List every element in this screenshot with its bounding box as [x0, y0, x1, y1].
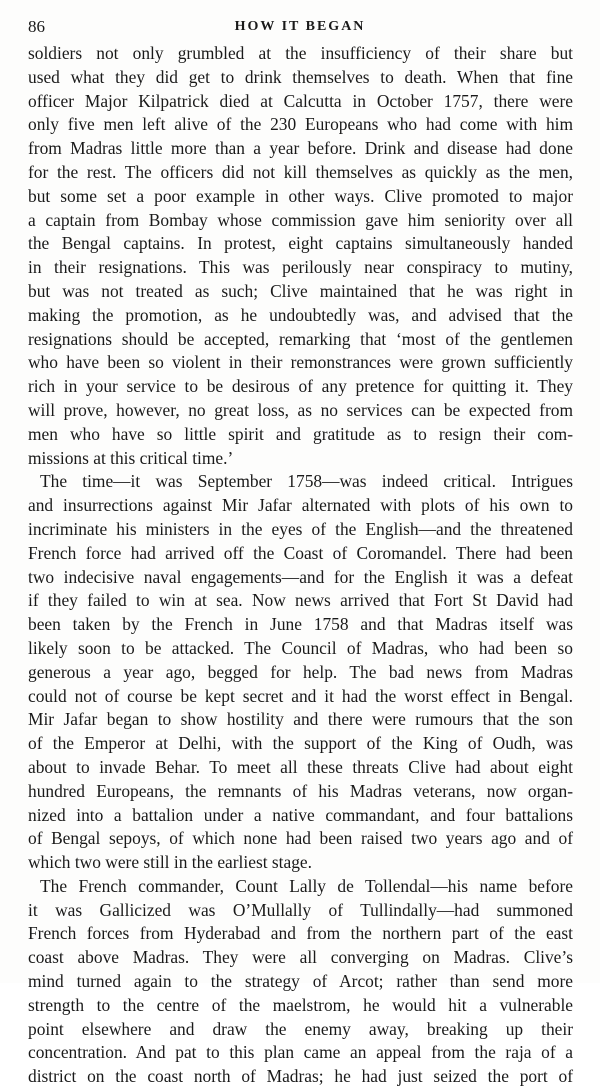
running-head — [28, 14, 572, 40]
text-line: two indecisive naval engagements—and for the English it was a defeat — [28, 566, 573, 587]
text-line: officer Major Kilpatrick died at Calcutta in October 1757, there were — [28, 90, 573, 111]
text-line: been taken by the French in June 1758 and that Madras itself was — [28, 614, 573, 635]
text-line: soldiers not only grumbled at the insufficiency of their share but — [28, 43, 573, 63]
text-line: and insurrections against Mir Jafar alternated with plots of his own to — [28, 495, 573, 516]
text-line: making the promotion, as he undoubtedly was, and advised that the — [28, 304, 573, 325]
text-line: it was Gallicized was O’Mullally of Tullindally—had summoned — [28, 899, 573, 920]
text-line: a captain from Bombay whose commission gave him seniority over all — [28, 209, 573, 230]
text-line: generous a year ago, begged for help. The bad news from Madras — [28, 661, 573, 682]
text-line: concentration. And pat to this plan came an appeal from the raja of a — [28, 1042, 573, 1063]
text-line: about to invade Behar. To meet all these threats Clive had about eight — [28, 756, 573, 777]
text-line: district on the coast north of Madras; he had just seized the port of — [28, 1066, 573, 1087]
text-line: of Bengal sepoys, of which none had been raised two years ago and of — [28, 828, 573, 849]
text-line: The time—it was September 1758—was indeed critical. Intrigues — [40, 471, 573, 492]
text-line: incriminate his ministers in the eyes of the English—and the threatened — [28, 518, 573, 539]
text-line: missions at this critical time.’ — [28, 447, 234, 468]
running-title: HOW IT BEGAN — [234, 19, 366, 34]
text-line: which two were still in the earliest stage. — [28, 852, 312, 873]
text-line: resignations should be accepted, remarking that ‘most of the gentlemen — [28, 328, 573, 349]
text-line: only five men left alive of the 230 Europeans who had come with him — [28, 114, 573, 135]
text-line: could not of course be kept secret and it had the worst effect in Bengal. — [28, 685, 573, 706]
text-line: who have been so violent in their remonstrances were grown sufficiently — [28, 352, 573, 373]
text-line: used what they did get to drink themselves to death. When that fine — [28, 66, 573, 87]
text-line: Mir Jafar began to show hostility and there were rumours that the son — [28, 709, 573, 730]
text-line: the Bengal captains. In protest, eight captains simultaneously handed — [28, 233, 573, 254]
text-line: for the rest. The officers did not kill themselves as quickly as the men, — [28, 161, 573, 182]
text-line: The French commander, Count Lally de Tollendal—his name before — [40, 875, 573, 896]
text-line: rich in your service to be desirous of any pretence for quitting it. They — [28, 376, 573, 397]
text-line: point elsewhere and draw the enemy away, breaking up their — [28, 1018, 573, 1039]
text-line: will prove, however, no great loss, as no services can be expected from — [28, 399, 573, 420]
page-number: 86 — [28, 17, 45, 36]
text-line: men who have so little spirit and gratitude as to resign their com- — [28, 423, 573, 444]
text-line: likely soon to be attacked. The Council of Madras, who had been so — [28, 637, 573, 658]
text-line: French forces from Hyderabad and from the northern part of the east — [28, 923, 573, 944]
text-line: hundred Europeans, the remnants of his Madras veterans, now organ- — [28, 780, 573, 801]
text-line: French force had arrived off the Coast of Coromandel. There had been — [28, 542, 573, 563]
text-line: mind turned again to the strategy of Arcot; rather than send more — [28, 971, 573, 992]
text-line: but was not treated as such; Clive maintained that he was right in — [28, 280, 573, 301]
text-line: in their resignations. This was perilously near conspiracy to mutiny, — [28, 257, 573, 278]
text-line: if they failed to win at sea. Now news arrived that Fort St David had — [28, 590, 573, 611]
text-line: but some set a poor example in other ways. Clive promoted to major — [28, 185, 573, 206]
text-line: strength to the centre of the maelstrom, he would hit a vulnerable — [28, 994, 573, 1015]
text-line: from Madras little more than a year before. Drink and disease had done — [28, 138, 573, 159]
text-line: nized into a battalion under a native commandant, and four battalions — [28, 804, 573, 825]
body-text — [28, 42, 573, 1089]
text-line: of the Emperor at Delhi, with the support of the King of Oudh, was — [28, 733, 573, 754]
text-line: coast above Madras. They were all converging on Madras. Clive’s — [28, 947, 573, 968]
